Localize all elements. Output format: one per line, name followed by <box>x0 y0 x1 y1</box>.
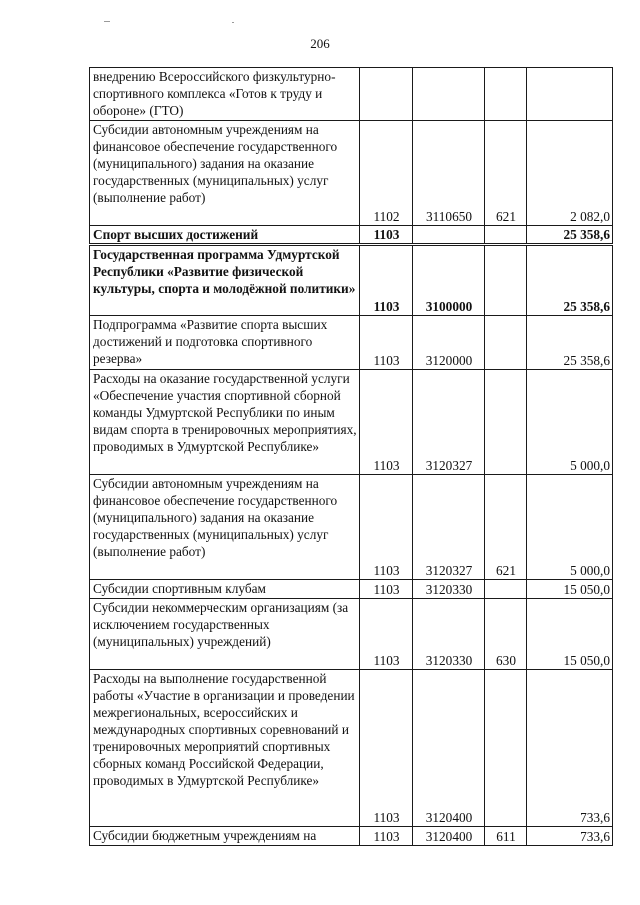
row-expense-type <box>485 580 527 599</box>
row-target-code <box>413 226 485 245</box>
table-row <box>90 245 613 316</box>
table-row <box>90 580 613 599</box>
row-amount: 2 082,0 <box>527 121 613 226</box>
page-number: 206 <box>310 36 330 51</box>
row-expense-type <box>485 316 527 370</box>
row-expense-type: 630 <box>485 599 527 670</box>
row-expense-type: 621 <box>485 121 527 226</box>
row-section-code <box>360 68 413 121</box>
table-row <box>90 121 613 226</box>
row-amount: 25 358,6 <box>527 245 613 316</box>
row-section-code: 1103 <box>360 370 413 475</box>
row-expense-type <box>485 370 527 475</box>
table-row <box>90 226 613 245</box>
scan-speck <box>104 21 110 22</box>
row-target-code <box>413 68 485 121</box>
row-target-code: 3120400 <box>413 827 485 846</box>
row-name: Субсидии спортивным клубам <box>90 580 360 599</box>
row-target-code: 3100000 <box>413 245 485 316</box>
table-row <box>90 670 613 827</box>
row-amount: 733,6 <box>527 670 613 827</box>
row-name: Субсидии бюджетным учреждениям на <box>90 827 360 846</box>
row-name: Субсидии некоммерческим организациям (за исключением государственных (муниципальных) учреждений) <box>90 599 360 670</box>
row-name: Подпрограмма «Развитие спорта высших достижений и подготовка спортивного резерва» <box>90 316 360 370</box>
row-section-code: 1103 <box>360 670 413 827</box>
row-expense-type <box>485 670 527 827</box>
row-section-code: 1103 <box>360 827 413 846</box>
row-expense-type: 621 <box>485 475 527 580</box>
row-target-code: 3120330 <box>413 599 485 670</box>
table-row <box>90 827 613 846</box>
row-name: Субсидии автономным учреждениям на финансовое обеспечение государственного (муниципального) задания на оказание государственных (муниципальных) услуг (выполнение работ) <box>90 475 360 580</box>
table-row <box>90 68 613 121</box>
row-name: Субсидии автономным учреждениям на финансовое обеспечение государственного (муниципального) задания на оказание государственных (муниципальных) услуг (выполнение работ) <box>90 121 360 226</box>
row-amount: 25 358,6 <box>527 316 613 370</box>
row-expense-type <box>485 245 527 316</box>
row-section-code: 1103 <box>360 316 413 370</box>
row-target-code: 3120330 <box>413 580 485 599</box>
row-amount: 25 358,6 <box>527 226 613 245</box>
row-name: Государственная программа Удмуртской Республики «Развитие физической культуры, спорта и молодёжной политики» <box>90 245 360 316</box>
budget-table <box>89 67 613 846</box>
row-expense-type: 611 <box>485 827 527 846</box>
row-section-code: 1103 <box>360 580 413 599</box>
row-section-code: 1102 <box>360 121 413 226</box>
row-section-code: 1103 <box>360 226 413 245</box>
table-row <box>90 599 613 670</box>
row-expense-type <box>485 226 527 245</box>
row-amount: 733,6 <box>527 827 613 846</box>
row-amount: 15 050,0 <box>527 599 613 670</box>
row-name: Расходы на оказание государственной услуги «Обеспечение участия спортивной сборной команды Удмуртской Республики по иным видам спорта в тренировочных мероприятиях, проводимых в Удмуртской Республике» <box>90 370 360 475</box>
row-target-code: 3110650 <box>413 121 485 226</box>
row-target-code: 3120327 <box>413 475 485 580</box>
row-amount: 5 000,0 <box>527 370 613 475</box>
row-section-code: 1103 <box>360 245 413 316</box>
row-name: Спорт высших достижений <box>90 226 360 245</box>
row-target-code: 3120400 <box>413 670 485 827</box>
row-target-code: 3120000 <box>413 316 485 370</box>
row-target-code: 3120327 <box>413 370 485 475</box>
table-row <box>90 370 613 475</box>
row-amount: 5 000,0 <box>527 475 613 580</box>
row-name: Расходы на выполнение государственной работы «Участие в организации и проведении межрегиональных, всероссийских и международных спортивных соревнований и тренировочных мероприятий спортивных сборных команд Российской Федерации, проводимых в Удмуртской Республике» <box>90 670 360 827</box>
row-name: внедрению Всероссийского физкультурно-спортивного комплекса «Готов к труду и обороне» (ГТО) <box>90 68 360 121</box>
row-amount: 15 050,0 <box>527 580 613 599</box>
row-amount <box>527 68 613 121</box>
row-expense-type <box>485 68 527 121</box>
row-section-code: 1103 <box>360 475 413 580</box>
scan-speck <box>232 22 234 23</box>
table-row <box>90 316 613 370</box>
table-row <box>90 475 613 580</box>
row-section-code: 1103 <box>360 599 413 670</box>
